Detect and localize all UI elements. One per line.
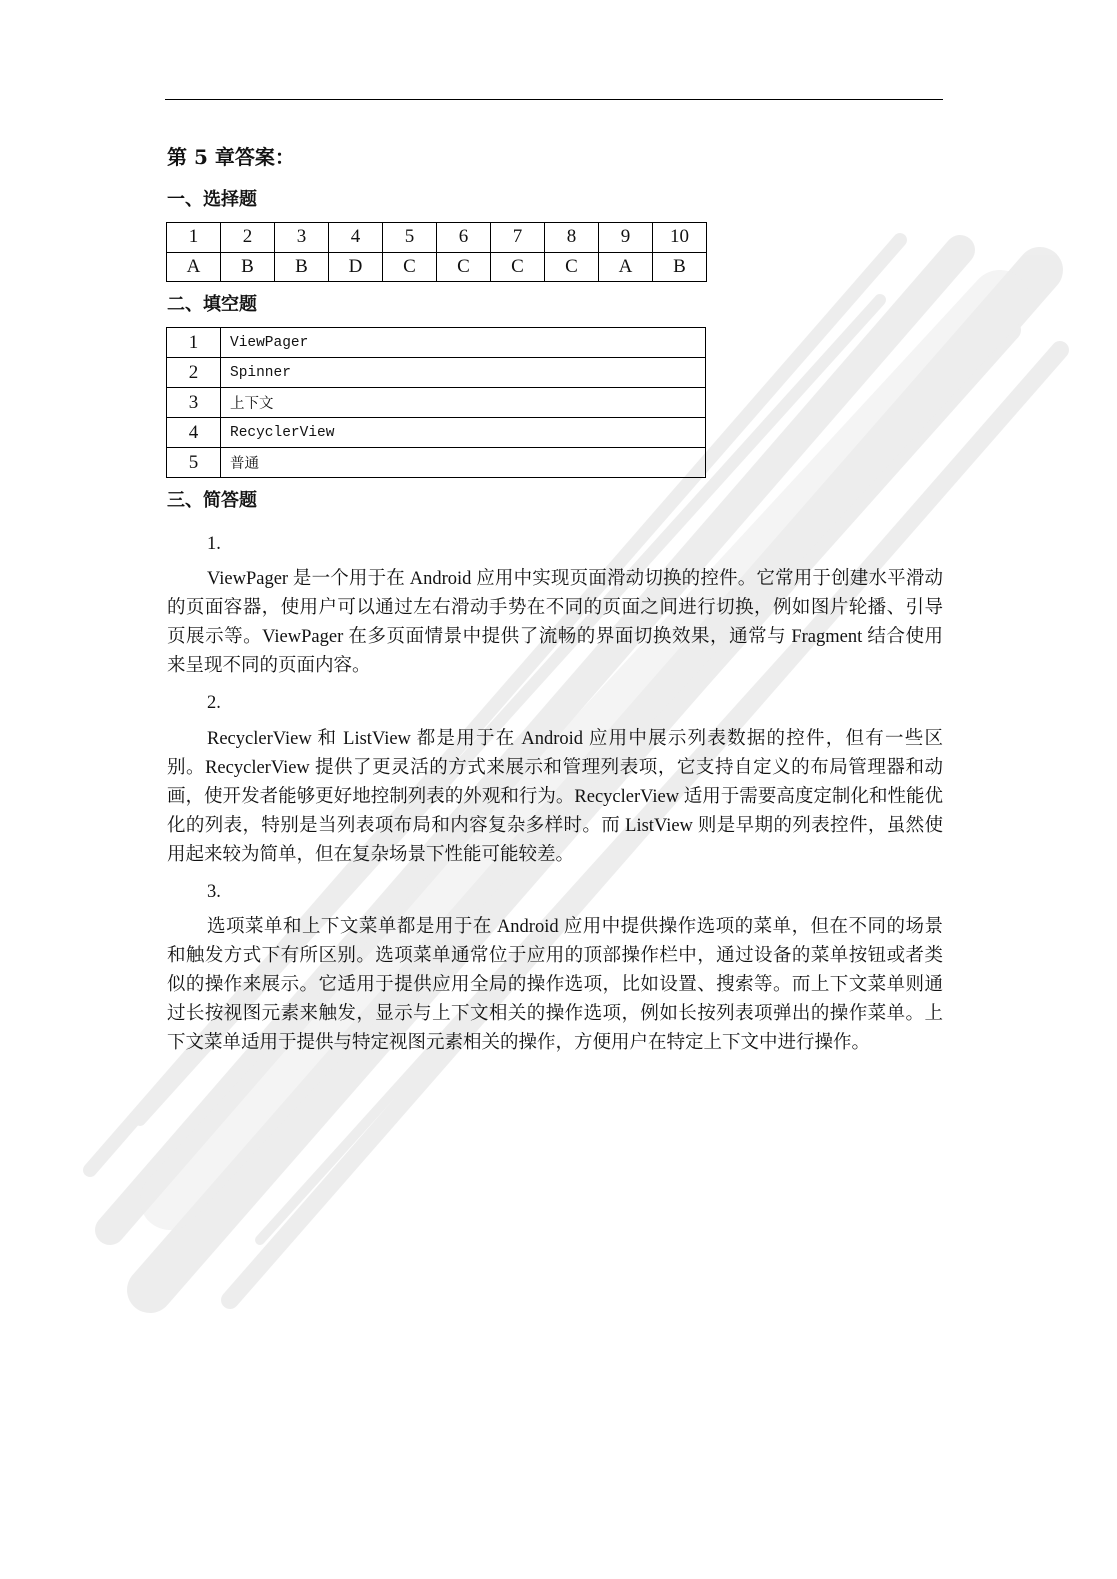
short-answer-number: 1.: [207, 534, 221, 554]
answer-letter-cell: B: [221, 252, 275, 282]
answer-letter-cell: C: [545, 252, 599, 282]
table-row: [167, 358, 706, 388]
question-number-cell: 3: [275, 223, 329, 253]
table-row: [167, 328, 706, 358]
short-answer-text: ViewPager 是一个用于在 Android 应用中实现页面滑动切换的控件。它常用于创建水平滑动的页面容器，使用户可以通过左右滑动手势在不同的页面之间进行切换，例如图片轮播、引导页展示等。ViewPager 在多页面情景中提供了流畅的界面切换效果，通常与 Fragment 结合使用来呈现不同的页面内容。: [167, 569, 943, 676]
answer-letter-cell: B: [653, 252, 707, 282]
question-number-cell: 4: [329, 223, 383, 253]
section-heading-fill-in: 二、填空题: [167, 294, 257, 315]
fill-in-answer-table: [166, 327, 706, 478]
fill-answer-cell: ViewPager: [221, 328, 706, 358]
answer-letter-cell: B: [275, 252, 329, 282]
fill-number-cell: 1: [167, 328, 221, 358]
fill-answer-cell: 上下文: [221, 388, 706, 418]
question-number-cell: 8: [545, 223, 599, 253]
fill-answer-cell: RecyclerView: [221, 418, 706, 448]
short-answer-number: 3.: [207, 882, 221, 902]
answer-letter-cell: C: [437, 252, 491, 282]
question-number-cell: 2: [221, 223, 275, 253]
question-number-cell: 9: [599, 223, 653, 253]
table-row: [167, 388, 706, 418]
choice-answer-table: [166, 222, 707, 282]
answer-letter-cell: A: [599, 252, 653, 282]
question-number-row: [167, 223, 707, 253]
fill-number-cell: 2: [167, 358, 221, 388]
header-rule: [165, 99, 943, 100]
fill-number-cell: 4: [167, 418, 221, 448]
answer-content: [167, 140, 943, 1058]
fill-number-cell: 5: [167, 448, 221, 478]
fill-answer-cell: 普通: [221, 448, 706, 478]
question-number-cell: 10: [653, 223, 707, 253]
table-row: [167, 418, 706, 448]
section-heading-short-answer: 三、简答题: [167, 490, 257, 511]
question-number-cell: 6: [437, 223, 491, 253]
answer-letter-cell: C: [383, 252, 437, 282]
chapter-title: 第 5 章答案：: [167, 145, 295, 169]
section-heading-choice: 一、选择题: [167, 189, 257, 210]
table-row: [167, 448, 706, 478]
short-answer-text: 选项菜单和上下文菜单都是用于在 Android 应用中提供操作选项的菜单，但在不同的场景和触发方式下有所区别。选项菜单通常位于应用的顶部操作栏中，通过设备的菜单按钮或者类似的操作来展示。它适用于提供应用全局的操作选项，比如设置、搜索等。而上下文菜单则通过长按视图元素来触发，显示与上下文相关的操作选项，例如长按列表项弹出的操作菜单。上下文菜单适用于提供与特定视图元素相关的操作，方便用户在特定上下文中进行操作。: [167, 917, 943, 1053]
question-number-cell: 5: [383, 223, 437, 253]
question-number-cell: 1: [167, 223, 221, 253]
answer-letter-row: [167, 252, 707, 282]
answer-letter-cell: C: [491, 252, 545, 282]
answer-letter-cell: A: [167, 252, 221, 282]
short-answer-number: 2.: [207, 693, 221, 713]
question-number-cell: 7: [491, 223, 545, 253]
short-answer-text: RecyclerView 和 ListView 都是用于在 Android 应用中展示列表数据的控件，但有一些区别。RecyclerView 提供了更灵活的方式来展示和管理列表项，它支持自定义的布局管理器和动画，使开发者能够更好地控制列表的外观和行为。RecyclerView 适用于需要高度定制化和性能优化的列表，特别是当列表项布局和内容复杂多样时。而 ListView 则是早期的列表控件，虽然使用起来较为简单，但在复杂场景下性能可能较差。: [167, 729, 943, 865]
fill-number-cell: 3: [167, 388, 221, 418]
answer-letter-cell: D: [329, 252, 383, 282]
fill-answer-cell: Spinner: [221, 358, 706, 388]
